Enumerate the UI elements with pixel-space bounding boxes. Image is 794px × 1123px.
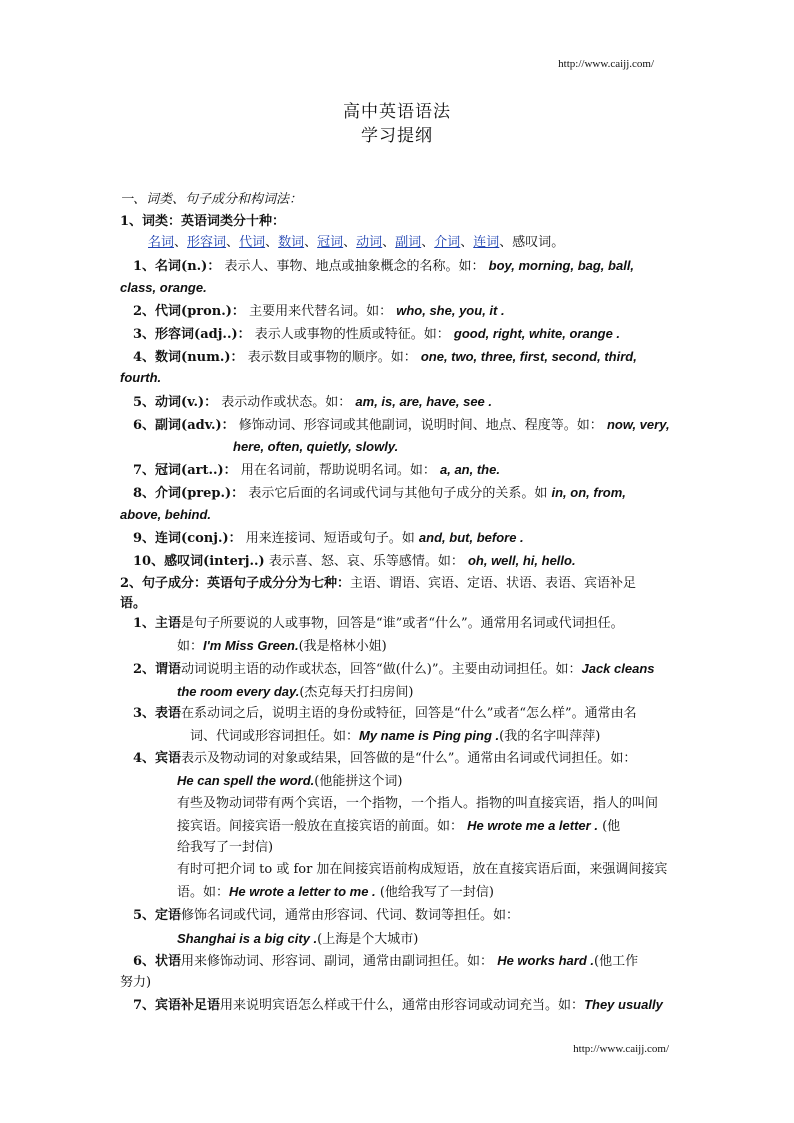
wc-link-verb[interactable]: 动词	[356, 235, 383, 250]
sc-subject	[133, 614, 624, 634]
pos-art-label: 7、冠词(art..)：	[133, 463, 237, 478]
sc-attribute	[133, 906, 519, 926]
pos-noun-desc: 表示人、事物、地点或抽象概念的名称。如：	[224, 259, 485, 274]
sc-oc-label: 7、宾语补足语	[133, 998, 221, 1013]
sc-subject-example-en: I'm Miss Green.	[203, 638, 299, 653]
sc-predicate-example: Jack cleans	[581, 661, 655, 676]
sc-object-example	[177, 771, 402, 792]
pos-num-desc: 表示数目或事物的顺序。如：	[247, 350, 417, 365]
pos-noun-examples: boy, morning, bag, ball,	[488, 258, 635, 273]
pos-adj	[133, 324, 620, 345]
sc-object-para-5-text: 语。如：	[177, 885, 230, 900]
pos-prep-examples: in, on, from,	[551, 485, 626, 500]
sc-object-example-en: He can spell the word.	[177, 773, 315, 788]
sc-adverbial-desc: 用来修饰动词、形容词、副词，通常由副词担任。如：	[181, 954, 494, 969]
sc-oc-example: They usually	[584, 997, 663, 1012]
pos-prep-label: 8、介词(prep.)：	[133, 486, 245, 501]
sc-subject-example	[177, 636, 387, 657]
pos-adj-examples: good, right, white, orange .	[453, 326, 621, 341]
pos-adj-label: 3、形容词(adj..)：	[133, 327, 251, 342]
sc-subject-label: 1、主语	[133, 616, 182, 631]
word-class-list: 名词、形容词、代词、数词、冠词、动词、副词、介词、连词、感叹词。	[148, 235, 565, 250]
sc-adverbial-example-en: He works hard .	[497, 953, 595, 968]
sc-predicative-desc: 在系动词之后，说明主语的身份或特征，回答是“什么”或者“怎么样”。通常由名	[181, 706, 637, 721]
sc-attribute-example-en: Shanghai is a big city .	[177, 931, 318, 946]
pos-prep-examples-2: above, behind.	[120, 507, 212, 522]
sc-object-para-3: 给我写了一封信)	[177, 840, 274, 855]
pos-conj-label: 9、连词(conj.)：	[133, 531, 242, 546]
sc-object-para-5	[177, 882, 494, 903]
sc-predicative-example-en: My name is Ping ping .	[359, 728, 500, 743]
sc-predicative	[133, 704, 637, 724]
pos-art-examples: a, an, the.	[439, 462, 500, 477]
sc-predicate-label: 2、谓语	[133, 662, 182, 677]
pos-prep	[133, 483, 626, 504]
wc-list-tail: 感叹词。	[512, 235, 565, 250]
wc-link-prep[interactable]: 介词	[434, 235, 461, 250]
sc-predicate	[133, 659, 655, 680]
sc-object-example-cn: (他能拼这个词)	[314, 774, 403, 789]
pos-pron-label: 2、代词(pron.)：	[133, 304, 245, 319]
pos-verb-label: 5、动词(v.)：	[133, 395, 218, 410]
pos-conj-examples: and, but, before .	[418, 530, 524, 545]
sc-predicate-example-en: the room every day.	[177, 684, 300, 699]
sc-object-para-1: 有些及物动词带有两个宾语，一个指物，一个指人。指物的叫直接宾语，指人的叫间	[177, 796, 659, 811]
pos-num	[133, 347, 637, 368]
pos-noun-label: 1、名词(n.)：	[133, 259, 221, 274]
sc-object-para-2	[177, 816, 620, 837]
sc-object-para-2-cn: (他	[602, 819, 621, 834]
sc-predicative-line-2	[190, 726, 600, 747]
sc-adverbial-label: 6、状语	[133, 954, 182, 969]
sc-heading-tail: 主语、谓语、宾语、定语、状语、表语、宾语补足	[350, 576, 637, 591]
sc-object-para-5-example: He wrote a letter to me .	[229, 884, 376, 899]
sc-heading-tail-2: 语。	[120, 596, 147, 611]
pos-pron-desc: 主要用来代替名词。如：	[249, 304, 393, 319]
sc-predicate-desc: 动词说明主语的动作或状态，回答“做(什么)”。主要由动词担任。如：	[181, 662, 582, 677]
sc-heading-label: 2、句子成分：英语句子成分分为七种：	[120, 576, 351, 591]
footer-url[interactable]: http://www.caijj.com/	[573, 1043, 669, 1055]
pos-adv-label: 6、副词(adv.)：	[133, 418, 235, 433]
sc-object-complement	[133, 995, 663, 1016]
pos-interj-desc: 表示喜、怒、哀、乐等感情。如：	[268, 554, 464, 569]
pos-interj-examples: oh, well, hi, hello.	[467, 553, 576, 568]
pos-conj	[133, 528, 524, 549]
example-prefix: 如：	[177, 639, 204, 654]
pos-verb-examples: am, is, are, have, see .	[355, 394, 493, 409]
pos-art	[133, 460, 500, 481]
sc-predicate-example-cn: (杰克每天打扫房间)	[299, 685, 414, 700]
wc-link-pron[interactable]: 代词	[239, 235, 266, 250]
pos-adj-desc: 表示人或事物的性质或特征。如：	[254, 327, 450, 342]
sc-object-para-4: 有时可把介词 to 或 for 加在间接宾语前构成短语，放在直接宾语后面，来强调间接宾	[177, 862, 668, 877]
pos-adv-examples: now, very,	[606, 417, 670, 432]
pos-num-examples: one, two, three, first, second, third,	[420, 349, 637, 364]
pos-verb-desc: 表示动作或状态。如：	[221, 395, 352, 410]
section-heading: 一、词类、句子成分和构词法：	[120, 192, 303, 207]
sc-attribute-label: 5、定语	[133, 908, 182, 923]
sc-subject-example-cn: (我是格林小姐)	[298, 639, 387, 654]
wc-link-adv[interactable]: 副词	[395, 235, 422, 250]
pos-adv-desc: 修饰动词、形容词或其他副词，说明时间、地点、程度等。如：	[238, 418, 603, 433]
sc-object	[133, 749, 636, 769]
sc-object-para-2-example: He wrote me a letter .	[467, 818, 598, 833]
sc-attribute-example-cn: (上海是个大城市)	[317, 932, 419, 947]
sc-attribute-example	[177, 929, 418, 950]
wc-link-num[interactable]: 数词	[278, 235, 305, 250]
sc-predicative-label: 3、表语	[133, 706, 182, 721]
sc-adverbial-example-cn-2: 努力)	[120, 975, 152, 990]
pos-verb	[133, 392, 492, 413]
sc-oc-desc: 用来说明宾语怎么样或干什么，通常由形容词或动词充当。如：	[220, 998, 585, 1013]
pos-pron-examples: who, she, you, it .	[396, 303, 505, 318]
sc-subject-desc: 是句子所要说的人或事物，回答是“谁”或者“什么”。通常用名词或代词担任。	[181, 616, 624, 631]
wc-link-adj[interactable]: 形容词	[187, 235, 227, 250]
pos-pron	[133, 301, 505, 322]
sentence-components-heading	[120, 574, 636, 594]
sc-predicate-example-2	[177, 682, 414, 703]
pos-interj-label: 10、感叹词(interj..)	[133, 554, 265, 569]
header-url[interactable]: http://www.caijj.com/	[558, 58, 654, 70]
wc-link-art[interactable]: 冠词	[317, 235, 344, 250]
pos-adv	[133, 415, 670, 436]
pos-art-desc: 用在名词前，帮助说明名词。如：	[240, 463, 436, 478]
sc-adverbial-example-cn: (他工作	[594, 954, 639, 969]
wc-link-conj[interactable]: 连词	[473, 235, 500, 250]
pos-prep-desc: 表示它后面的名词或代词与其他句子成分的关系。如	[248, 486, 548, 501]
pos-noun-examples-2: class, orange.	[120, 280, 207, 295]
pos-num-label: 4、数词(num.)：	[133, 350, 244, 365]
sc-object-desc: 表示及物动词的对象或结果，回答做的是“什么”。通常由名词或代词担任。如：	[181, 751, 637, 766]
pos-conj-desc: 用来连接词、短语或句子。如	[245, 531, 415, 546]
pos-num-examples-2: fourth.	[120, 370, 162, 385]
sc-object-label: 4、宾语	[133, 751, 182, 766]
sc-object-para-2-text: 接宾语。间接宾语一般放在直接宾语的前面。如：	[177, 819, 464, 834]
wc-link-noun[interactable]: 名词	[148, 235, 175, 250]
word-class-heading: 1、词类：英语词类分十种：	[120, 214, 286, 229]
sc-attribute-desc: 修饰名词或代词，通常由形容词、代词、数词等担任。如：	[181, 908, 520, 923]
pos-adv-examples-2: here, often, quietly, slowly.	[233, 439, 399, 454]
sc-predicative-desc-2: 词、代词或形容词担任。如：	[190, 729, 360, 744]
pos-noun	[133, 256, 634, 277]
doc-subtitle: 学习提纲	[361, 126, 433, 146]
sc-object-para-5-cn: (他给我写了一封信)	[379, 885, 494, 900]
sc-predicative-example-cn: (我的名字叫萍萍)	[499, 729, 601, 744]
doc-title: 高中英语语法	[343, 102, 451, 122]
sc-adverbial	[133, 951, 638, 972]
pos-interj	[133, 551, 576, 572]
